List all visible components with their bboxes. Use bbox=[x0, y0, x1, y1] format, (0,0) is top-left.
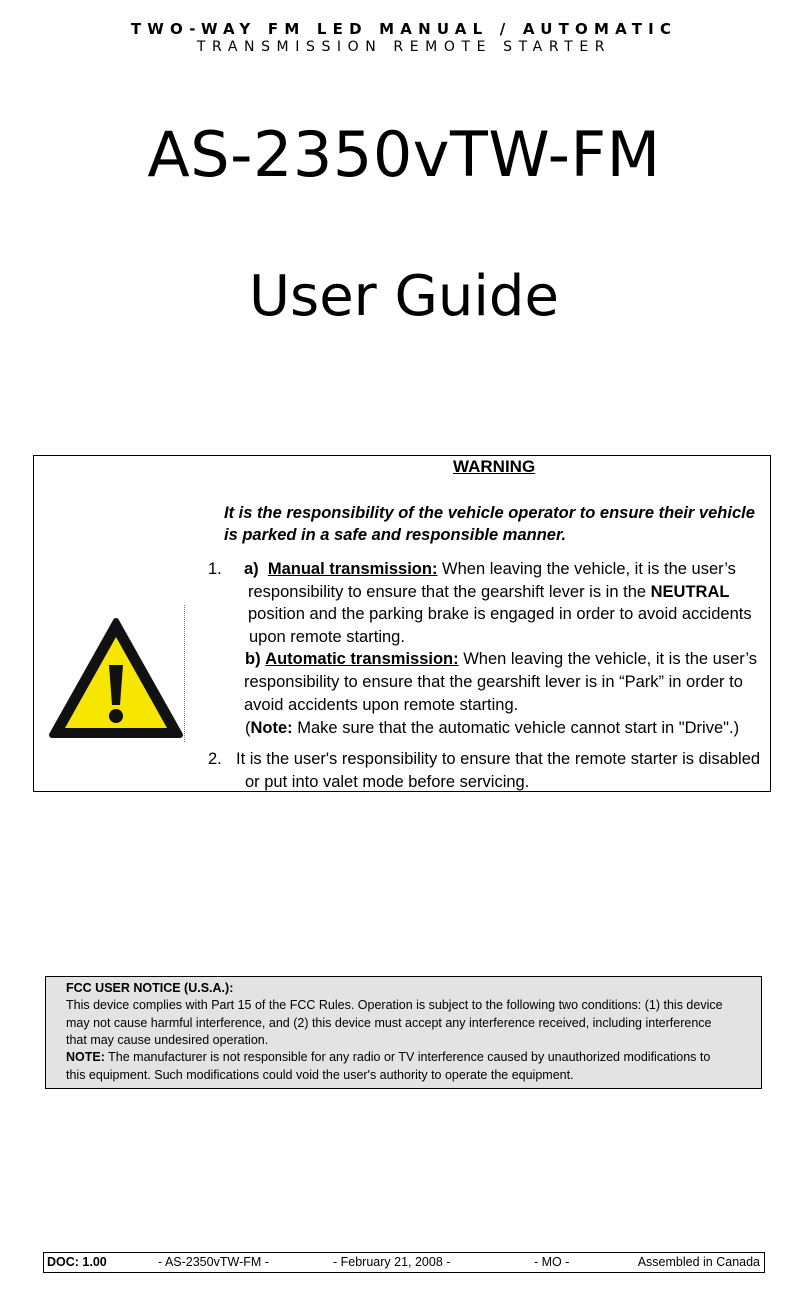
item-2-line-2: or put into valet mode before servicing. bbox=[245, 773, 530, 791]
fcc-line-1: This device complies with Part 15 of the FCC Rules. Operation is subject to the following two conditions: (1) this device bbox=[66, 998, 723, 1012]
header-line-2: TRANSMISSION REMOTE STARTER bbox=[196, 39, 612, 55]
note-label: Note: bbox=[250, 719, 293, 737]
warning-triangle-icon bbox=[48, 617, 184, 741]
footer-date: - February 21, 2008 - bbox=[333, 1255, 451, 1269]
item-1-number: 1. bbox=[208, 560, 222, 578]
automatic-transmission-heading: Automatic transmission: bbox=[265, 650, 459, 668]
note-open-paren: ( bbox=[245, 719, 251, 737]
item-1b-note bbox=[245, 717, 739, 739]
fcc-title: FCC USER NOTICE (U.S.A.): bbox=[66, 981, 234, 995]
item-2-number: 2. bbox=[208, 750, 222, 768]
item-1a-line-4: upon remote starting. bbox=[249, 628, 405, 646]
warning-title: WARNING bbox=[453, 457, 536, 476]
item-1a-line-3: position and the parking brake is engaged in order to avoid accidents bbox=[248, 605, 752, 623]
fcc-line-5: this equipment. Such modifications could void the user's authority to operate the equipment. bbox=[66, 1068, 574, 1082]
item-2-line-1: It is the user's responsibility to ensure that the remote starter is disabled bbox=[236, 750, 761, 768]
footer-doc: DOC: 1.00 bbox=[47, 1255, 107, 1269]
model-title: AS-2350vTW-FM bbox=[147, 118, 661, 191]
manual-transmission-heading: Manual transmission: bbox=[267, 560, 438, 578]
item-1b-label: b) bbox=[245, 650, 261, 668]
footer-model: - AS-2350vTW-FM - bbox=[158, 1255, 269, 1269]
note-text: Make sure that the automatic vehicle cannot start in "Drive".) bbox=[292, 719, 740, 737]
item-1a-line-2 bbox=[248, 581, 729, 603]
warning-lead: It is the responsibility of the vehicle operator to ensure their vehicle is parked in a safe and responsible manner. bbox=[224, 504, 755, 544]
item-1a-label: a) bbox=[244, 560, 259, 578]
fcc-line-4 bbox=[66, 1049, 710, 1066]
item-1a-text-2: responsibility to ensure that the gearshift lever is in the bbox=[248, 583, 651, 601]
item-1a-text-1: When leaving the vehicle, it is the user’s bbox=[437, 560, 736, 578]
item-1b-line-2: responsibility to ensure that the gearshift lever is in “Park” in order to bbox=[244, 673, 743, 691]
item-1b-line-3: avoid accidents upon remote starting. bbox=[244, 696, 519, 714]
fcc-note-text: The manufacturer is not responsible for any radio or TV interference caused by unauthorized modifications to bbox=[104, 1050, 711, 1064]
separator-line bbox=[184, 605, 185, 742]
footer-assembled: Assembled in Canada bbox=[637, 1255, 760, 1269]
fcc-note-label: NOTE: bbox=[66, 1050, 105, 1064]
footer-bar bbox=[43, 1252, 765, 1273]
fcc-line-3: that may cause undesired operation. bbox=[66, 1033, 269, 1047]
header-line-1: TWO-WAY FM LED MANUAL / AUTOMATIC bbox=[130, 20, 678, 38]
item-1b-line-1 bbox=[245, 648, 757, 670]
fcc-line-2: may not cause harmful interference, and (2) this device must accept any interference received, including interference bbox=[66, 1016, 712, 1030]
item-1b-text-1: When leaving the vehicle, it is the user’s bbox=[458, 650, 758, 668]
neutral-keyword: NEUTRAL bbox=[650, 583, 730, 601]
item-1a-line-1 bbox=[244, 558, 736, 580]
footer-mo: - MO - bbox=[534, 1255, 570, 1269]
document-title: User Guide bbox=[249, 264, 559, 329]
